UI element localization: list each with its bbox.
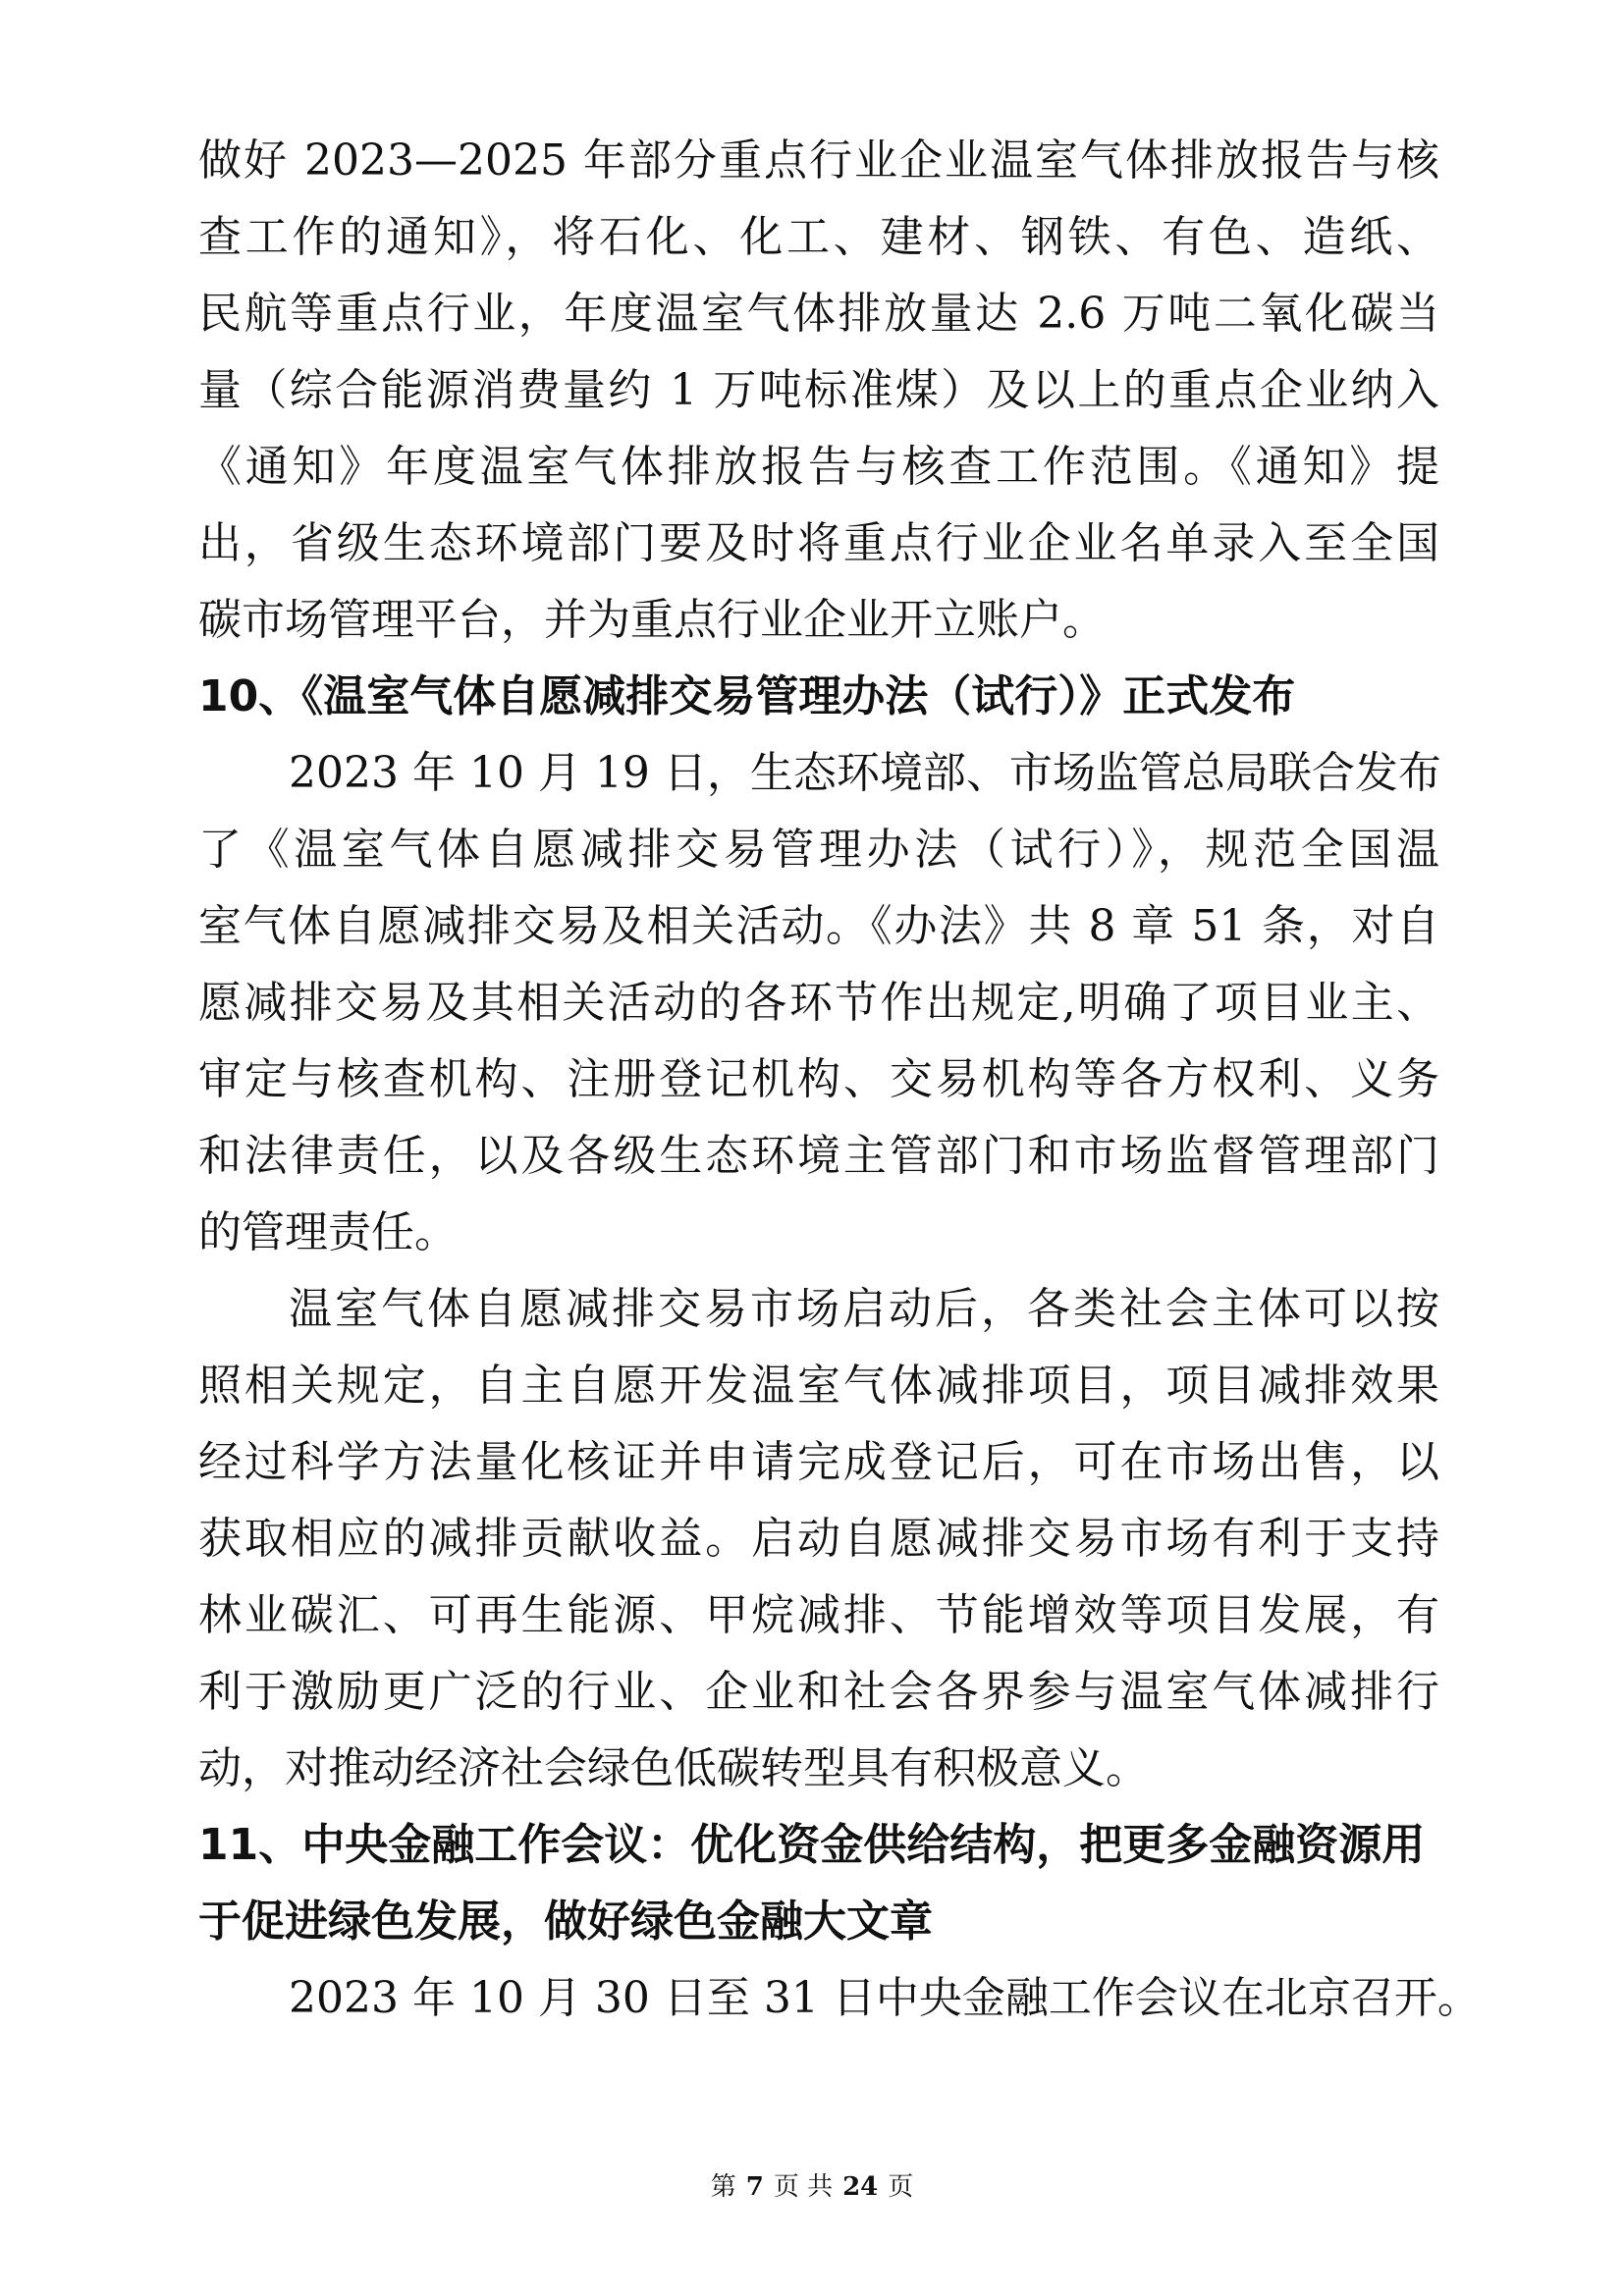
text-line: 利于激励更广泛的行业、企业和社会各界参与温室气体减排行 [198, 1667, 1439, 1717]
text-line: 动，对推动经济社会绿色低碳转型具有积极意义。 [198, 1743, 1149, 1793]
section-11-heading [198, 1807, 1439, 1960]
footer-prefix: 第 [710, 2172, 736, 2202]
text-line: 查工作的通知》，将石化、化工、建材、钢铁、有色、造纸、 [198, 212, 1439, 262]
heading-line: 于促进绿色发展，做好绿色金融大文章 [198, 1896, 933, 1947]
text-line: 了《温室气体自愿减排交易管理办法（试行）》，规范全国温 [198, 825, 1439, 875]
section-10-paragraph-1 [198, 735, 1439, 1271]
text-line: 做好 2023—2025 年部分重点行业企业温室气体排放报告与核 [198, 135, 1439, 186]
text-line: 愿减排交易及其相关活动的各环节作出规定,明确了项目业主、 [198, 978, 1439, 1028]
text-line: 2023 年 10 月 30 日至 31 日中央金融工作会议在北京召开。 [289, 1973, 1481, 2023]
document-page [198, 123, 1481, 2037]
text-line: 温室气体自愿减排交易市场启动后，各类社会主体可以按 [289, 1284, 1439, 1334]
text-line: 审定与核查机构、注册登记机构、交易机构等各方权利、义务 [198, 1054, 1439, 1104]
text-line: 《通知》年度温室气体排放报告与核查工作范围。《通知》提 [198, 442, 1439, 492]
page-total: 24 [842, 2172, 879, 2202]
heading-line: 11、中央金融工作会议：优化资金供给结构，把更多金融资源用 [198, 1820, 1426, 1870]
footer-middle: 页 共 [773, 2172, 834, 2202]
text-line: 林业碳汇、可再生能源、甲烷减排、节能增效等项目发展，有 [198, 1590, 1439, 1640]
text-line: 的管理责任。 [198, 1207, 458, 1257]
text-line: 和法律责任，以及各级生态环境主管部门和市场监督管理部门 [198, 1131, 1439, 1181]
text-line: 碳市场管理平台，并为重点行业企业开立账户。 [198, 595, 1106, 645]
page-number: 7 [745, 2172, 764, 2202]
text-line: 2023 年 10 月 19 日，生态环境部、市场监管总局联合发布 [289, 748, 1441, 798]
continued-paragraph [198, 123, 1439, 659]
text-line: 民航等重点行业，年度温室气体排放量达 2.6 万吨二氧化碳当 [198, 289, 1439, 339]
text-line: 获取相应的减排贡献收益。启动自愿减排交易市场有利于支持 [198, 1514, 1439, 1564]
text-line: 经过科学方法量化核证并申请完成登记后，可在市场出售，以 [198, 1437, 1439, 1487]
page-footer [0, 2166, 1624, 2203]
section-11-paragraph-1 [198, 1960, 1481, 2037]
footer-suffix: 页 [888, 2172, 914, 2202]
section-10-heading [198, 659, 1439, 735]
section-10-paragraph-2 [198, 1271, 1439, 1807]
text-line: 量（综合能源消费量约 1 万吨标准煤）及以上的重点企业纳入 [198, 365, 1439, 415]
heading-line: 10、《温室气体自愿减排交易管理办法（试行）》正式发布 [198, 671, 1296, 721]
text-line: 出，省级生态环境部门要及时将重点行业企业名单录入至全国 [198, 518, 1439, 568]
text-line: 照相关规定，自主自愿开发温室气体减排项目，项目减排效果 [198, 1361, 1439, 1411]
text-line: 室气体自愿减排交易及相关活动。《办法》共 8 章 51 条，对自 [198, 901, 1439, 951]
